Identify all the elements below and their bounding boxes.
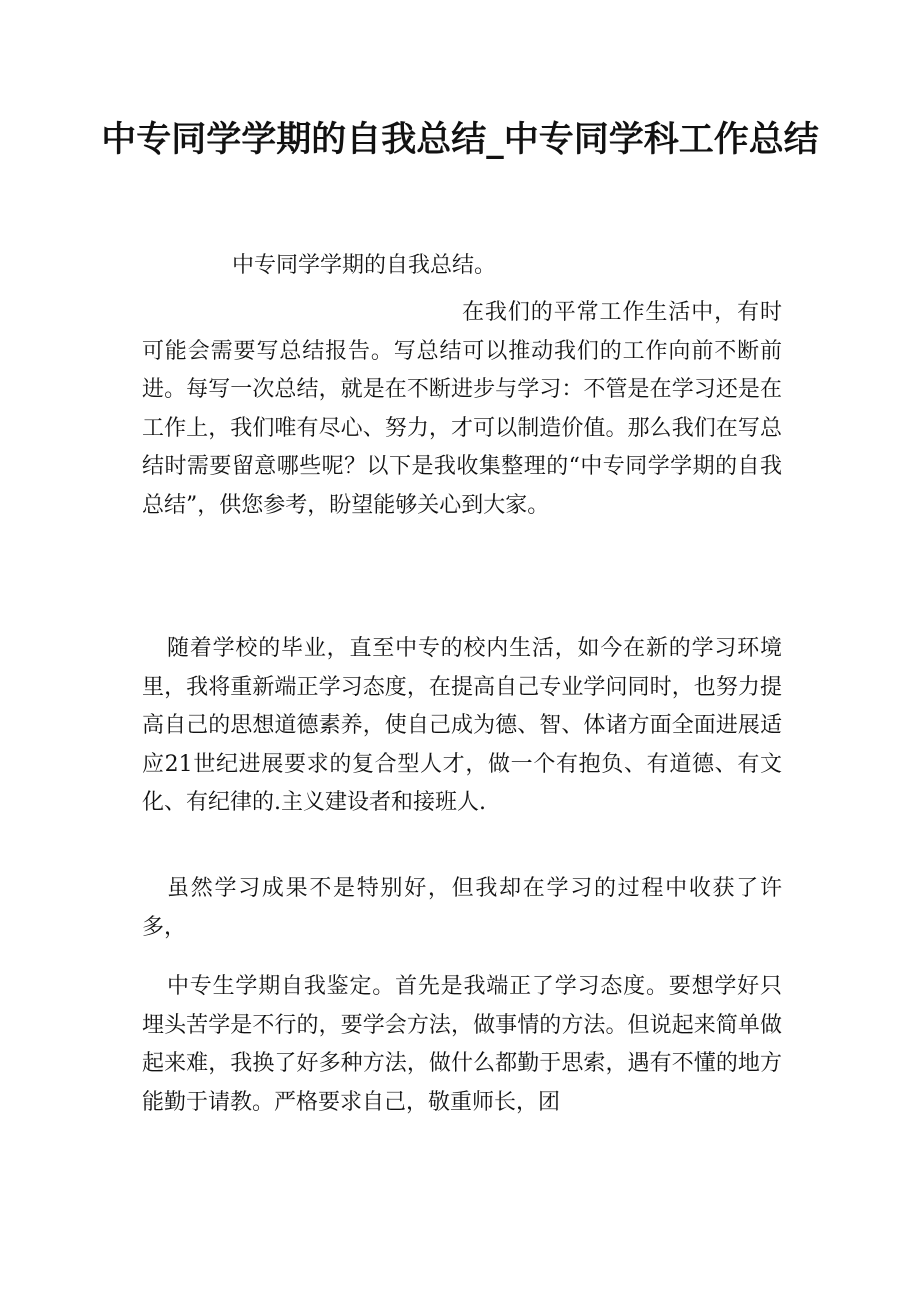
body-paragraph: 中专生学期自我鉴定。首先是我端正了学习态度。要想学好只埋头苦学是不行的，要学会方法，做事情的方法。但说起来简单做起来难，我换了好多种方法，做什么都勤于思索，遇有不懂的地方能勤于请教。严格要求自己，敬重师长，团 xyxy=(142,974,782,1115)
body-paragraph: 虽然学习成果不是特别好，但我却在学习的过程中收获了许多， xyxy=(142,876,782,940)
document-subtitle: 中专同学学期的自我总结。 xyxy=(232,253,497,278)
body-paragraph: 随着学校的毕业，直至中专的校内生活，如今在新的学习环境里，我将重新端正学习态度，在提高自己专业学问同时，也努力提高自己的思想道德素养，使自己成为德、智、体诸方面全面进展适应21世纪进展要求的复合型人才，做一个有抱负、有道德、有文化、有纪律的.主义建设者和接班人. xyxy=(142,636,782,815)
document-title: 中专同学学期的自我总结_中专同学科工作总结 xyxy=(101,120,819,160)
intro-paragraph: 在我们的平常工作生活中，有时可能会需要写总结报告。写总结可以推动我们的工作向前不断前进。每写一次总结，就是在不断进步与学习：不管是在学习还是在工作上，我们唯有尽心、努力，才可以制造价值。那么我们在写总结时需要留意哪些呢？以下是我收集整理的“中专同学学期的自我总结”，供您参考，盼望能够关心到大家。 xyxy=(142,300,782,518)
